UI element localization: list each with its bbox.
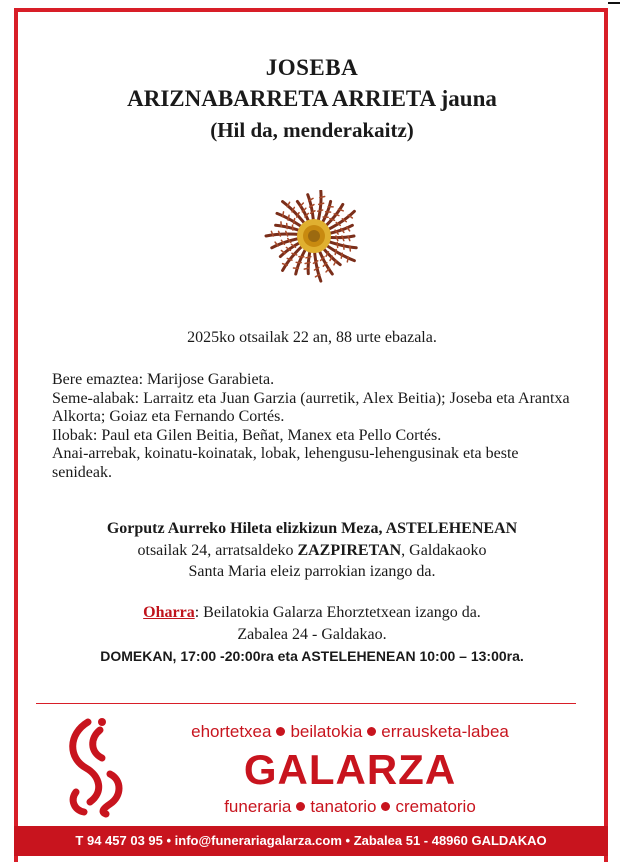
service-1: ehortetxea — [191, 722, 272, 741]
note-label: Oharra — [143, 604, 195, 621]
service-3: errausketa-labea — [381, 722, 509, 741]
bullet-icon — [367, 727, 376, 736]
family-spouse: Bere emaztea: Marijose Garabieta. — [52, 371, 275, 388]
family-relatives: Anai-arrebak, koinatu-koinatak, lobak, lehengusu-lehengusinak eta beste senideak. — [52, 445, 519, 481]
death-date-line: 2025ko otsailak 22 an, 88 urte ebazala. — [187, 329, 437, 346]
note-line-1 — [20, 602, 604, 624]
bullet-icon — [296, 802, 305, 811]
service-6: crematorio — [395, 797, 476, 816]
brand-name: GALARZA — [243, 746, 457, 793]
service-5: tanatorio — [310, 797, 377, 816]
mass-line-1 — [20, 518, 604, 540]
family-list — [52, 371, 572, 483]
services-basque — [140, 722, 560, 742]
service-2: beilatokia — [290, 722, 363, 741]
family-grandchildren: Ilobak: Paul eta Gilen Beitia, Beñat, Manex eta Pello Cortés. — [52, 426, 442, 444]
wake-hours: DOMEKAN, 17:00 -20:00ra eta ASTELEHENEAN 10:00 – 13:00ra. — [100, 648, 524, 664]
mass-date: otsailak 24, arratsaldeko — [137, 541, 298, 559]
deceased-surname: ARIZNABARRETA ARRIETA jauna — [127, 86, 497, 111]
galarza-logo-icon — [60, 712, 134, 818]
funeral-mass-info — [20, 518, 604, 583]
service-4: funeraria — [224, 797, 292, 816]
mass-line-3: Santa Maria eleiz parrokian izango da. — [188, 563, 436, 580]
section-divider — [36, 703, 576, 704]
mass-title: Gorputz Aurreko Hileta elizkizun Meza, — [106, 520, 386, 537]
contact-footer: T 94 457 03 95 • info@funerariagalarza.com • Zabalea 51 - 48960 GALDAKAO — [14, 826, 608, 856]
thistle-flower-icon — [258, 190, 370, 286]
mass-time: ZAZPIRETAN — [297, 541, 402, 559]
mass-line-2 — [20, 540, 604, 562]
note-text: : Beilatokia Galarza Ehorztetxean izango da. — [194, 604, 481, 621]
wake-note — [20, 602, 604, 646]
note-address: Zabalea 24 - Galdakao. — [237, 626, 387, 643]
mass-place-start: , Galdakaoko — [401, 541, 487, 559]
bullet-icon — [381, 802, 390, 811]
obituary-subtitle: (Hil da, menderakaitz) — [210, 118, 414, 142]
services-spanish — [140, 797, 560, 817]
bullet-icon — [276, 727, 285, 736]
scan-mark — [608, 2, 620, 4]
deceased-first-name: JOSEBA — [265, 55, 359, 80]
family-children: Seme-alabak: Larraitz eta Juan Garzia (aurretik, Alex Beitia); Joseba eta Arantxa Alkorta; Goiaz eta Fernando Cortés. — [52, 389, 570, 426]
mass-day: ASTELEHENEAN — [385, 520, 518, 537]
